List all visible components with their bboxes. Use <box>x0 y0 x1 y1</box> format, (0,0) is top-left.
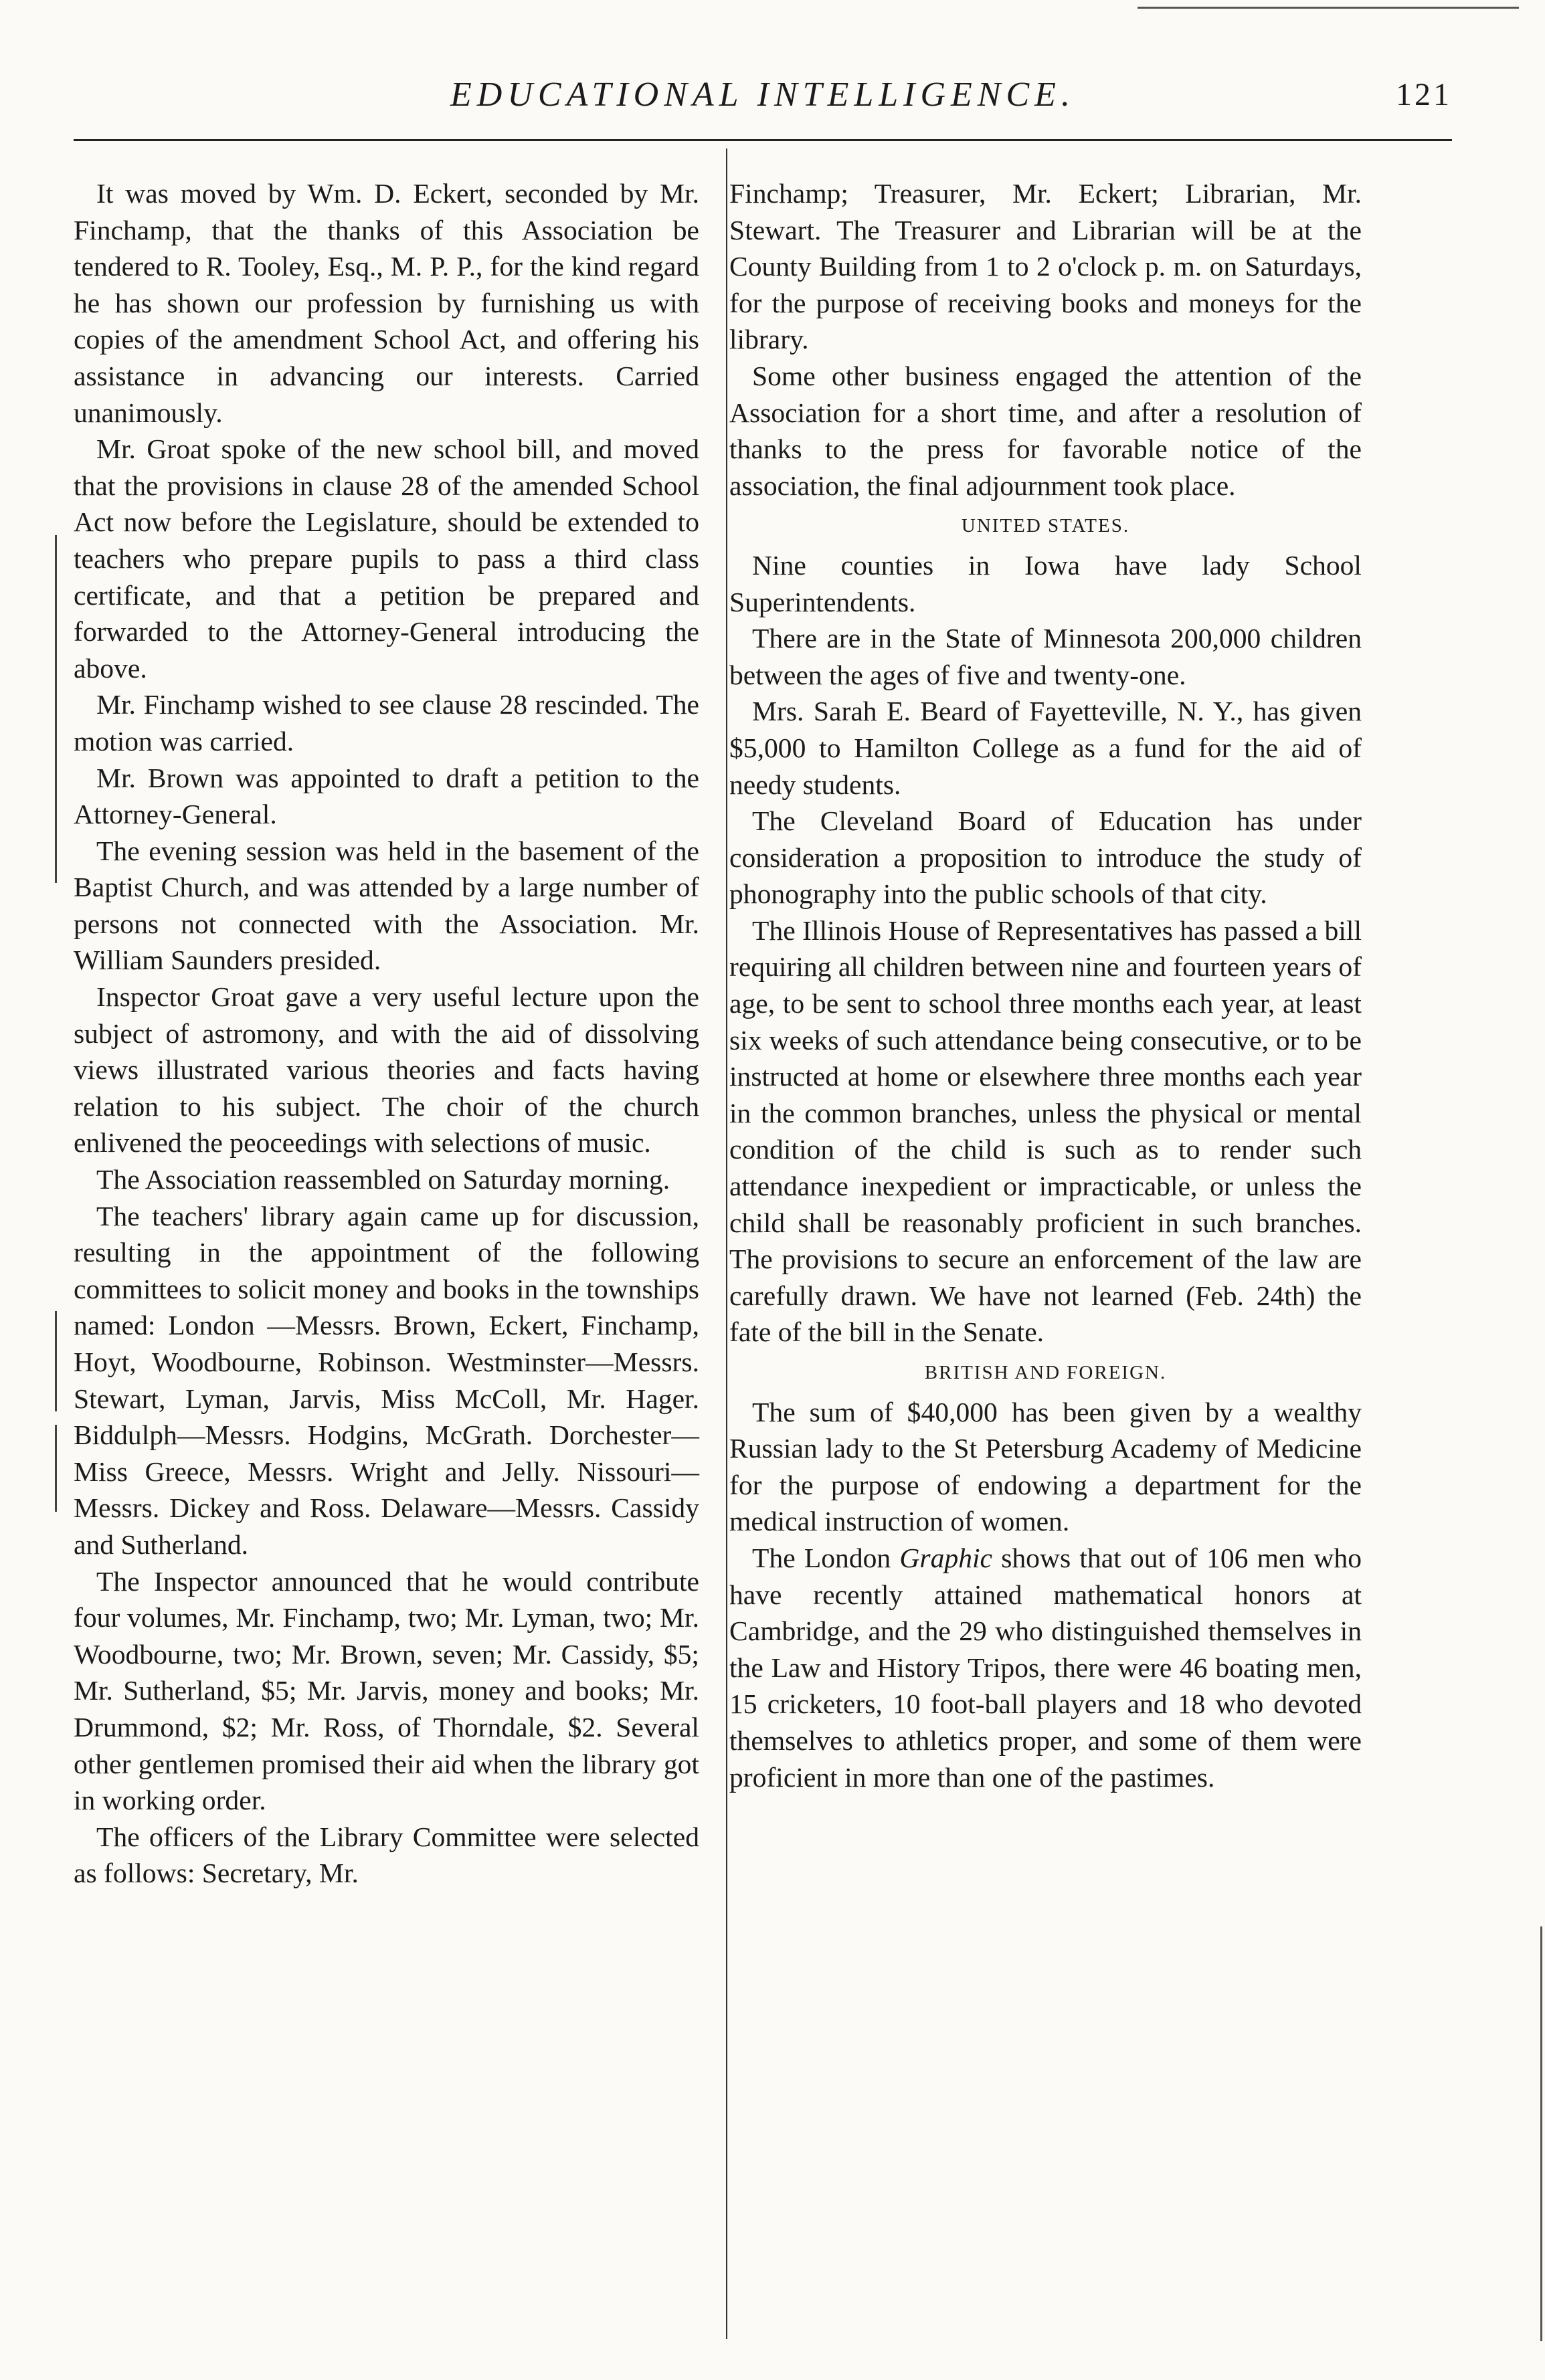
paragraph: There are in the State of Minnesota 200,000 children between the ages of five and twenty-one. <box>729 623 1362 690</box>
paragraph: Inspector Groat gave a very useful lecture upon the subject of astromony, and with the aid of dissolving views illustrated various theories and facts having relation to his subject. The choir of the church enlivened the peoceedings with selections of music. <box>74 981 699 1159</box>
header-rule <box>74 139 1452 141</box>
margin-mark <box>55 1425 57 1512</box>
paragraph: The Inspector announced that he would contribute four volumes, Mr. Finchamp, two; Mr. Lyman, two; Mr. Woodbourne, two; Mr. Brown, seven; Mr. Cassidy, $5; Mr. Sutherland, $5; Mr. Jarvis, money and books; Mr. Drummond, $2; Mr. Ross, of Thorndale, $2. Several other gentlemen promised their aid when the library got in working order. <box>74 1565 699 1816</box>
paragraph: It was moved by Wm. D. Eckert, seconded by Mr. Finchamp, that the thanks of this Association be tendered to R. Tooley, Esq., M. P. P., for the kind regard he has shown our profession by furnishing us with copies of the amendment School Act, and offering his assistance in advancing our interests. Carried unanimously. <box>74 178 699 428</box>
paragraph: The officers of the Library Committee were selected as follows: Secretary, Mr. <box>74 1821 699 1889</box>
paragraph-continuation: Finchamp; Treasurer, Mr. Eckert; Librarian, Mr. Stewart. The Treasurer and Librarian will be at the County Building from 1 to 2 o'clock p. m. on Saturdays, for the purpose of receiving books and moneys for the library. <box>729 178 1362 355</box>
paragraph: Some other business engaged the attention of the Association for a short time, and after a resolution of thanks to the press for favorable notice of the association, the final adjournment took place. <box>729 360 1362 501</box>
paragraph: The evening session was held in the basement of the Baptist Church, and was attended by a large number of persons not connected with the Association. Mr. William Saunders presided. <box>74 835 699 976</box>
left-column <box>74 175 699 1892</box>
paragraph: Mrs. Sarah E. Beard of Fayetteville, N. Y., has given $5,000 to Hamilton College as a fund for the aid of needy students. <box>729 696 1362 800</box>
page-number: 121 <box>1396 77 1452 112</box>
section-heading-united-states: UNITED STATES. <box>961 515 1130 537</box>
page-header <box>74 75 1452 128</box>
publication-title: Graphic <box>899 1542 993 1573</box>
margin-mark <box>55 1311 57 1411</box>
paragraph: The Illinois House of Representatives has passed a bill requiring all children between nine and fourteen years of age, to be sent to school three months each year, at least six weeks of such attendance being consecutive, or to be instructed at home or elsewhere three months each year in the common branches, unless the physical or mental condition of the child is such as to render such attendance inexpedient or impracticable, or unless the child shall be reasonably proficient in such branches. The provisions to secure an enforcement of the law are carefully drawn. We have not learned (Feb. 24th) the fate of the bill in the Senate. <box>729 914 1362 1348</box>
top-rule <box>1138 7 1519 9</box>
paragraph: The teachers' library again came up for discussion, resulting in the appointment of the following committees to solicit money and books in the townships named: London —Messrs. Brown, Eckert, Finchamp, Hoyt, Woodbourne, Robinson. Westminster—Messrs. Stewart, Lyman, Jarvis, Miss McColl, Mr. Hager. Biddulph—Messrs. Hodgins, McGrath. Dorchester—Miss Greece, Messrs. Wright and Jelly. Nissouri—Messrs. Dickey and Ross. Delaware—Messrs. Cassidy and Sutherland. <box>74 1200 699 1560</box>
scan-mark <box>1540 1926 1542 2341</box>
column-divider <box>726 148 727 2339</box>
paragraph: Mr. Finchamp wished to see clause 28 rescinded. The motion was carried. <box>74 689 699 757</box>
paragraph: Mr. Brown was appointed to draft a petition to the Attorney-General. <box>74 762 699 830</box>
running-title: EDUCATIONAL INTELLIGENCE. <box>450 76 1075 114</box>
paragraph <box>729 1540 1362 1795</box>
paragraph: The Cleveland Board of Education has under consideration a proposition to introduce the study of phonography into the public schools of that city. <box>729 805 1362 910</box>
paragraph: Nine counties in Iowa have lady School Superintendents. <box>729 549 1362 617</box>
section-heading-british-and-foreign: BRITISH AND FOREIGN. <box>924 1362 1167 1383</box>
right-column <box>729 175 1362 1795</box>
paragraph: The sum of $40,000 has been given by a wealthy Russian lady to the St Petersburg Academy of Medicine for the purpose of endowing a department for the medical instruction of women. <box>729 1396 1362 1537</box>
paragraph: The Association reassembled on Saturday morning. <box>96 1164 670 1195</box>
text-run: shows that out of 106 men who have recently attained mathematical honors at Cambridge, and the 29 who distinguished themselves in the Law and History Tripos, there were 46 boating men, 15 cricketers, 10 foot-ball players and 18 who devoted themselves to athletics proper, and some of them were proficient in more than one of the pastimes. <box>729 1542 1362 1793</box>
text-run: The London <box>752 1542 900 1573</box>
paragraph: Mr. Groat spoke of the new school bill, and moved that the provisions in clause 28 of the amended School Act now before the Legislature, should be extended to teachers who prepare pupils to pass a third class certificate, and that a petition be prepared and forwarded to the Attorney-General introducing the above. <box>74 433 699 684</box>
margin-mark <box>55 535 57 883</box>
